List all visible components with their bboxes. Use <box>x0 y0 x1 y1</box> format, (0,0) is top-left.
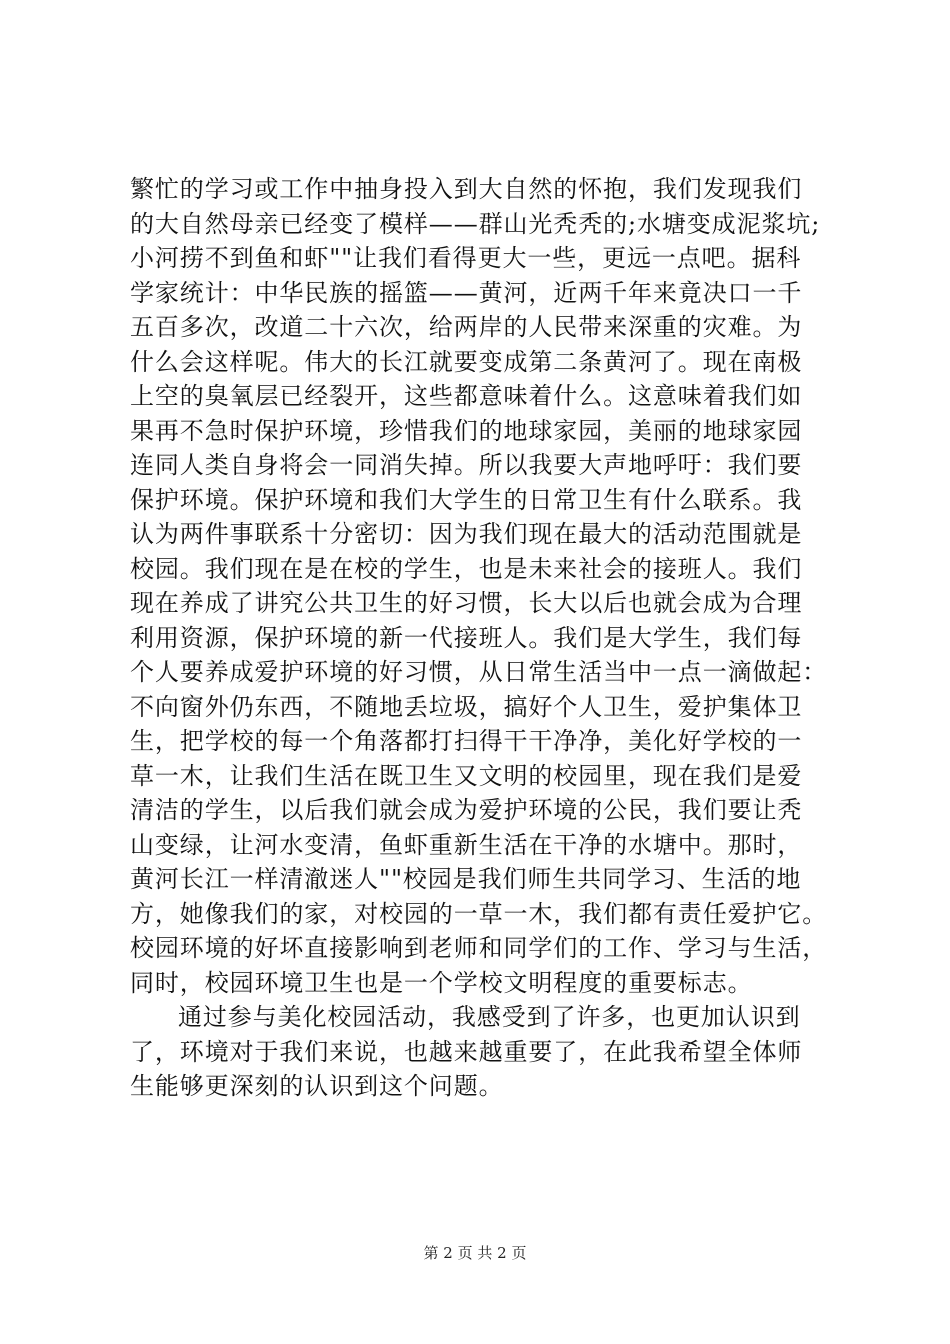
text-line: 个人要养成爱护环境的好习惯，从日常生活当中一点一滴做起： <box>130 658 828 686</box>
page-footer: 第 2 页 共 2 页 <box>423 1244 527 1262</box>
text-line: 的大自然母亲已经变了模样——群山光秃秃的;水塘变成泥浆坑; <box>130 209 821 238</box>
paragraph-start-line: 通过参与美化校园活动，我感受到了许多，也更加认识到 <box>178 1003 801 1031</box>
text-line: 了，环境对于我们来说，也越来越重要了，在此我希望全体师 <box>130 1037 803 1066</box>
text-line: 现在养成了讲究公共卫生的好习惯，长大以后也就会成为合理 <box>130 589 803 617</box>
text-line: 认为两件事联系十分密切：因为我们现在最大的活动范围就是 <box>130 520 803 548</box>
text-line: 保护环境。保护环境和我们大学生的日常卫生有什么联系。我 <box>130 485 803 514</box>
text-line: 学家统计：中华民族的摇篮——黄河，近两千年来竟决口一千 <box>130 278 803 307</box>
text-line: 不向窗外仍东西，不随地丢垃圾，搞好个人卫生，爱护集体卫 <box>130 692 803 721</box>
text-line: 生能够更深刻的认识到这个问题。 <box>130 1072 504 1100</box>
text-line: 山变绿，让河水变清，鱼虾重新生活在干净的水塘中。那时， <box>130 830 803 859</box>
text-line: 五百多次，改道二十六次，给两岸的人民带来深重的灾难。为 <box>130 313 803 341</box>
text-line: 清洁的学生，以后我们就会成为爱护环境的公民，我们要让秃 <box>130 796 803 824</box>
text-line: 繁忙的学习或工作中抽身投入到大自然的怀抱，我们发现我们 <box>130 175 803 203</box>
text-line: 校园环境的好坏直接影响到老师和同学们的工作、学习与生活， <box>130 934 828 962</box>
text-line: 什么会这样呢。伟大的长江就要变成第二条黄河了。现在南极 <box>130 347 803 376</box>
text-line: 利用资源，保护环境的新一代接班人。我们是大学生，我们每 <box>130 623 803 652</box>
text-line: 校园。我们现在是在校的学生，也是未来社会的接班人。我们 <box>130 554 803 583</box>
text-line: 生，把学校的每一个角落都打扫得干干净净，美化好学校的一 <box>130 727 803 755</box>
text-line: 连同人类自身将会一同消失掉。所以我要大声地呼吁：我们要 <box>130 451 803 479</box>
body-text <box>130 172 830 1104</box>
text-line: 方，她像我们的家，对校园的一草一木，我们都有责任爱护它。 <box>130 899 828 928</box>
text-line: 小河捞不到鱼和虾""让我们看得更大一些，更远一点吧。据科 <box>130 244 802 272</box>
text-line: 同时，校园环境卫生也是一个学校文明程度的重要标志。 <box>130 968 753 997</box>
text-line: 上空的臭氧层已经裂开，这些都意味着什么。这意味着我们如 <box>130 382 803 410</box>
text-line: 草一木，让我们生活在既卫生又文明的校园里，现在我们是爱 <box>130 761 803 790</box>
text-line: 黄河长江一样清澈迷人""校园是我们师生共同学习、生活的地 <box>130 865 802 893</box>
text-line: 果再不急时保护环境，珍惜我们的地球家园，美丽的地球家园 <box>130 416 803 445</box>
